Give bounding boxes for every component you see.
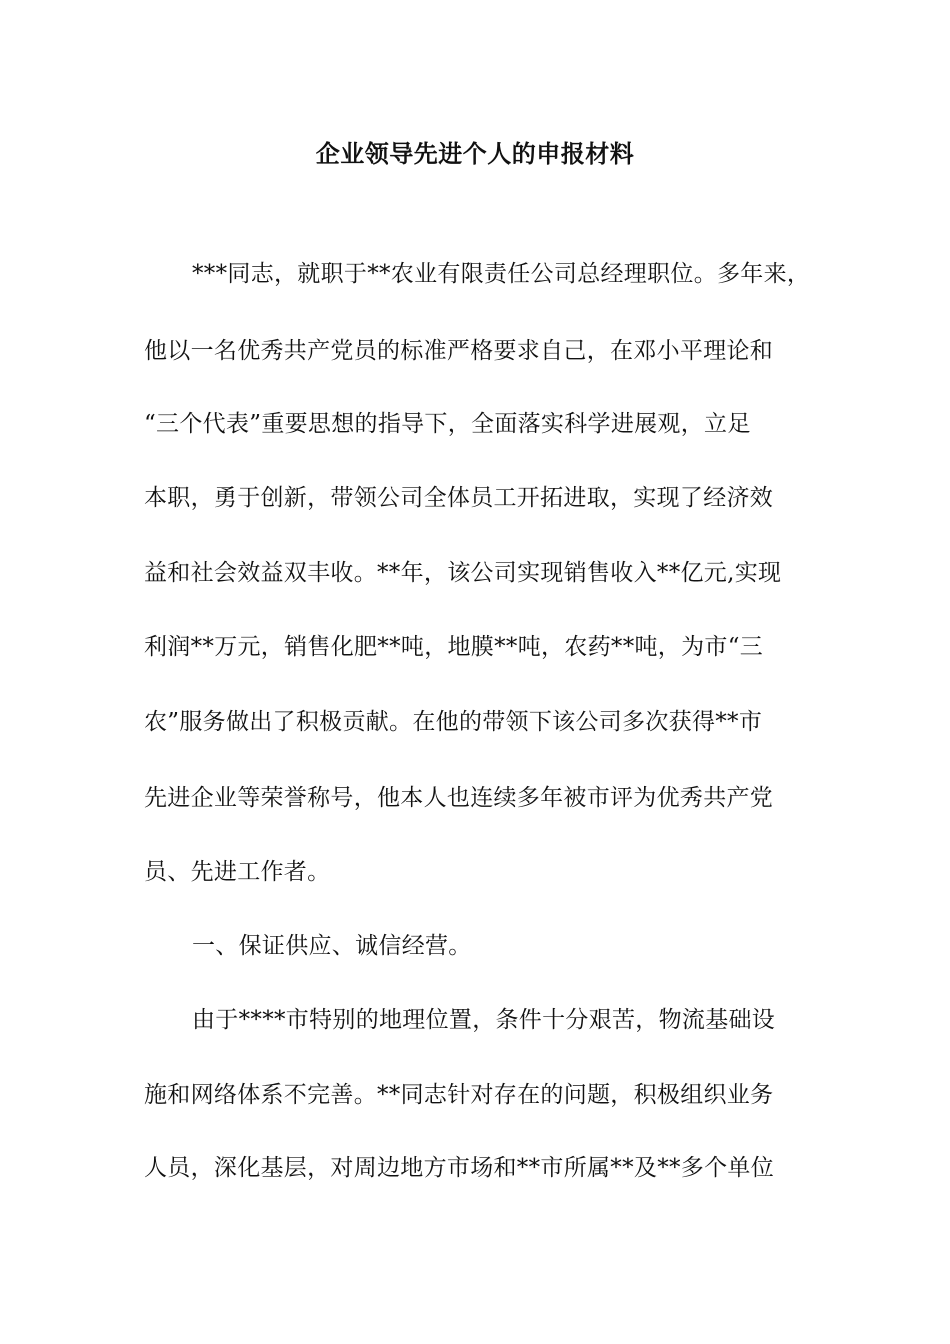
paragraph-line: 人员，深化基层，对周边地方市场和**市所属**及**多个单位 [144, 1155, 774, 1181]
paragraph-line: ***同志，就职于**农业有限责任公司总经理职位。多年来， [192, 261, 811, 287]
paragraph-line: 由于****市特别的地理位置，条件十分艰苦，物流基础设 [192, 1007, 776, 1033]
section-heading: 一、保证供应、诚信经营。 [192, 933, 472, 959]
paragraph-line: 农”服务做出了积极贡献。在他的带领下该公司多次获得**市 [144, 709, 763, 735]
paragraph-line: “三个代表”重要思想的指导下，全面落实科学进展观，立足 [144, 411, 751, 437]
paragraph-line: 员、先进工作者。 [144, 859, 331, 885]
paragraph-line: 本职，勇于创新，带领公司全体员工开拓进取，实现了经济效 [144, 485, 774, 511]
paragraph-line: 益和社会效益双丰收。**年，该公司实现销售收入**亿元,实现 [144, 560, 782, 586]
paragraph-line: 先进企业等荣誉称号，他本人也连续多年被市评为优秀共产党 [144, 785, 774, 811]
paragraph-line: 利润**万元，销售化肥**吨，地膜**吨，农药**吨，为市“三 [144, 634, 764, 660]
document-title: 企业领导先进个人的申报材料 [315, 139, 635, 168]
paragraph-line: 他以一名优秀共产党员的标准严格要求自己，在邓小平理论和 [144, 338, 774, 364]
paragraph-line: 施和网络体系不完善。**同志针对存在的问题，积极组织业务 [144, 1082, 774, 1108]
